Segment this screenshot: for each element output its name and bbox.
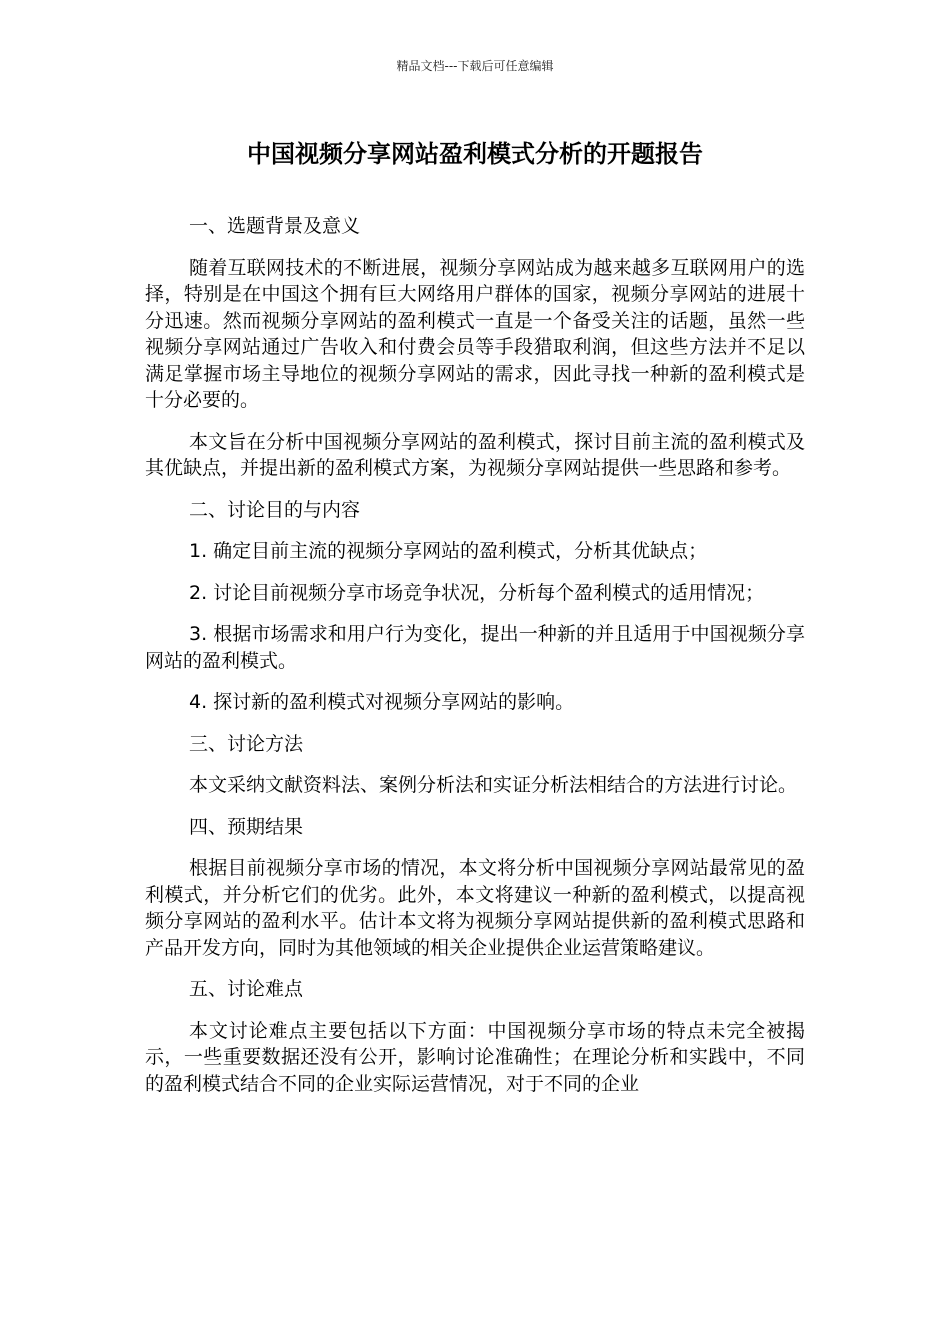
paragraph: 根据目前视频分享市场的情况，本文将分析中国视频分享网站最常见的盈利模式，并分析它们的优劣。此外，本文将建议一种新的盈利模式，以提高视频分享网站的盈利水平。估计本文将为视频分享网站提供新的盈利模式思路和产品开发方向，同时为其他领域的相关企业提供企业运营策略建议。 bbox=[145, 857, 805, 959]
section-heading-method: 三、讨论方法 bbox=[189, 732, 304, 755]
section-heading-difficulties: 五、讨论难点 bbox=[189, 978, 304, 1000]
page-header: 精品文档---下载后可任意编辑 bbox=[396, 59, 554, 73]
paragraph: 本文采纳文献资料法、案例分析法和实证分析法相结合的方法进行讨论。 bbox=[189, 774, 798, 796]
paragraph: 随着互联网技术的不断进展，视频分享网站成为越来越多互联网用户的选择，特别是在中国这个拥有巨大网络用户群体的国家，视频分享网站的进展十分迅速。然而视频分享网站的盈利模式一直是一个备受关注的话题，虽然一些视频分享网站通过广告收入和付费会员等手段猎取利润，但这些方法并不足以满足掌握市场主导地位的视频分享网站的需求，因此寻找一种新的盈利模式是十分必要的。 bbox=[145, 256, 805, 411]
paragraph: 本文旨在分析中国视频分享网站的盈利模式，探讨目前主流的盈利模式及其优缺点，并提出新的盈利模式方案，为视频分享网站提供一些思路和参考。 bbox=[145, 430, 805, 479]
list-item: 2. 讨论目前视频分享市场竞争状况，分析每个盈利模式的适用情况； bbox=[189, 581, 765, 604]
section-heading-results: 四、预期结果 bbox=[189, 815, 304, 838]
list-item: 3. 根据市场需求和用户行为变化，提出一种新的并且适用于中国视频分享网站的盈利模式。 bbox=[145, 623, 805, 672]
list-item: 4. 探讨新的盈利模式对视频分享网站的影响。 bbox=[189, 691, 575, 713]
section-heading-background: 一、选题背景及意义 bbox=[189, 215, 361, 237]
paragraph: 本文讨论难点主要包括以下方面：中国视频分享市场的特点未完全被揭示，一些重要数据还没有公开，影响讨论准确性；在理论分析和实践中，不同的盈利模式结合不同的企业实际运营情况，对于不同的企业 bbox=[145, 1019, 805, 1095]
document-title: 中国视频分享网站盈利模式分析的开题报告 bbox=[247, 140, 703, 168]
document-body bbox=[145, 213, 805, 1112]
list-item: 1. 确定目前主流的视频分享网站的盈利模式，分析其优缺点； bbox=[189, 540, 708, 562]
section-heading-goals: 二、讨论目的与内容 bbox=[189, 498, 361, 521]
